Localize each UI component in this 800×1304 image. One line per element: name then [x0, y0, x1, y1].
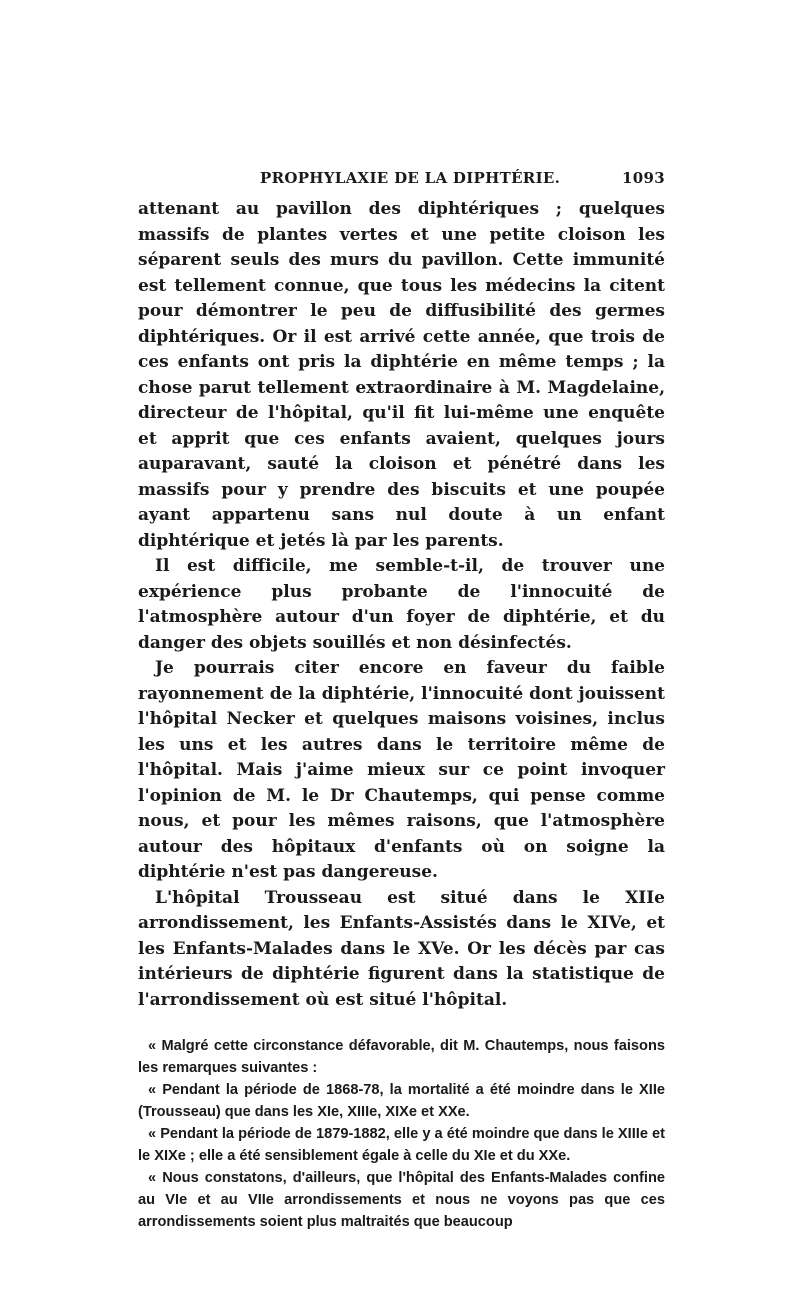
- paragraph: attenant au pavillon des diphtériques ; quelques massifs de plantes vertes et une petite cloison les séparent seuls des murs du pavillon. Cette immunité est tellement connue, que tous les médecins la citent pour démontrer le peu de diffusibilité des germes diphtériques. Or il est arrivé cette année, que trois de ces enfants ont pris la diphtérie en même temps ; la chose parut tellement extraordinaire à M. Magdelaine, directeur de l'hôpital, qu'il fit lui-même une enquête et apprit que ces enfants avaient, quelques jours auparavant, sauté la cloison et pénétré dans les massifs pour y prendre des biscuits et une poupée ayant appartenu sans nul doute à un enfant diphtérique et jetés là par les parents.: [138, 199, 665, 551]
- quote-paragraph: « Pendant la période de 1868-78, la mortalité a été moindre dans le XIIe (Trousseau) que dans les XIe, XIIIe, XIXe et XXe.: [138, 1082, 665, 1120]
- running-header: [138, 165, 665, 197]
- paragraph: Il est difficile, me semble-t-il, de trouver une expérience plus probante de l'innocuité de l'atmosphère autour d'un foyer de diphtérie, et du danger des objets souillés et non désinfectés.: [138, 556, 665, 653]
- quoted-block: [138, 1035, 665, 1233]
- paragraph: Je pourrais citer encore en faveur du faible rayonnement de la diphtérie, l'innocuité dont jouissent l'hôpital Necker et quelques maisons voisines, inclus les uns et les autres dans le territoire même de l'hôpital. Mais j'aime mieux sur ce point invoquer l'opinion de M. le Dr Chautemps, qui pense comme nous, et pour les mêmes raisons, que l'atmosphère autour des hôpitaux d'enfants où on soigne la diphtérie n'est pas dangereuse.: [138, 658, 665, 882]
- paragraph: L'hôpital Trousseau est situé dans le XIIe arrondissement, les Enfants-Assistés dans le XIVe, et les Enfants-Malades dans le XVe. Or les décès par cas intérieurs de diphtérie figurent dans la statistique de l'arrondissement où est situé l'hôpital.: [138, 887, 665, 1010]
- quote-paragraph: « Nous constatons, d'ailleurs, que l'hôpital des Enfants-Malades confine au VIe et au VIIe arrondissements et nous ne voyons pas que ces arrondissements soient plus maltraités que beaucoup: [138, 1170, 665, 1230]
- book-page: [138, 165, 665, 1233]
- quote-paragraph: « Malgré cette circonstance défavorable, dit M. Chautemps, nous faisons les remarques suivantes :: [138, 1038, 665, 1076]
- page-number: 1093: [622, 169, 665, 187]
- quote-paragraph: « Pendant la période de 1879-1882, elle y a été moindre que dans le XIIIe et le XIXe ; elle a été sensiblement égale à celle du XIe et du XXe.: [138, 1126, 665, 1164]
- running-title: PROPHYLAXIE DE LA DIPHTÉRIE.: [260, 169, 561, 187]
- body-text: [138, 197, 665, 1013]
